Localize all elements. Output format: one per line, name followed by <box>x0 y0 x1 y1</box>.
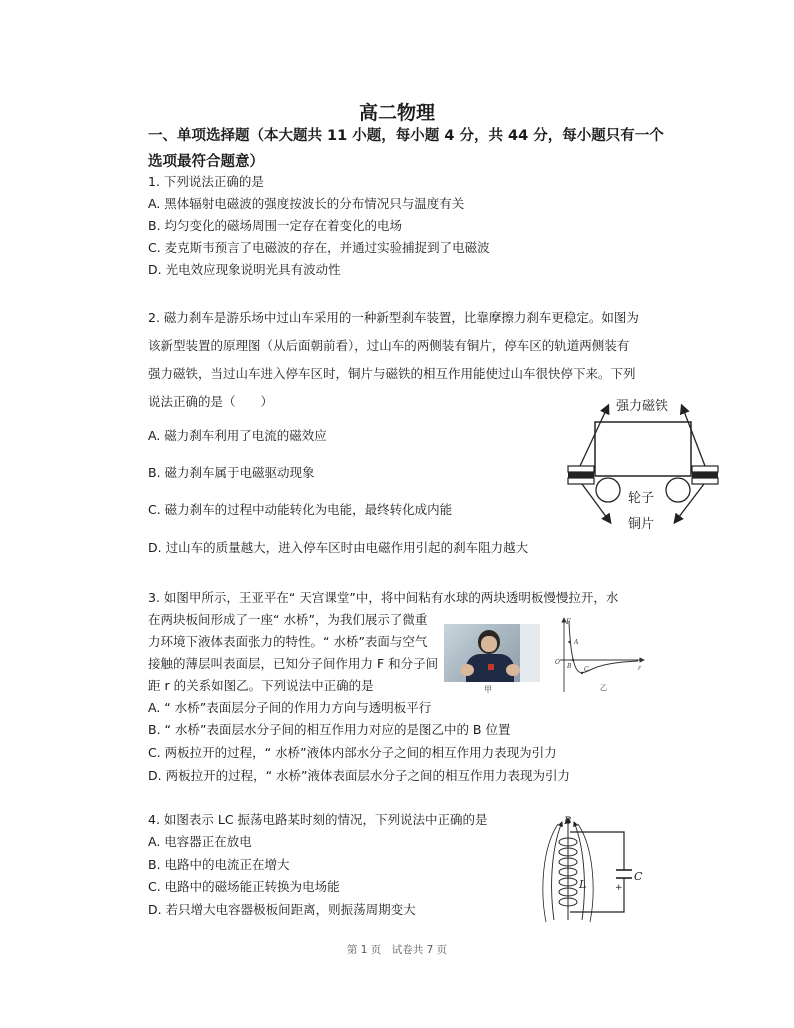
svg-text:A: A <box>574 639 579 646</box>
right-wheel <box>666 478 690 502</box>
svg-text:C: C <box>584 666 589 673</box>
q3-stem-line1: 3. 如图甲所示，王亚平在“ 天宫课堂”中，将中间粘有水球的两块透明板慢慢拉开，水 <box>148 590 619 605</box>
q1-option-a: A. 黑体辐射电磁波的强度按波长的分布情况只与温度有关 <box>148 196 465 211</box>
q3-stem-line2: 在两块板间形成了一座“ 水桥”，为我们展示了微重 <box>148 612 428 627</box>
q3-stem-line4: 接触的薄层叫表面层，已知分子间作用力 F 和分子间 <box>148 656 439 671</box>
svg-text:B: B <box>567 663 572 670</box>
svg-text:F: F <box>566 618 571 626</box>
page-title: 高二物理 <box>358 102 435 124</box>
magnet-label: 强力磁铁 <box>616 399 669 414</box>
q2-stem-line3: 强力磁铁，当过山车进入停车区时，铜片与磁铁的相互作用能使过山车很快停下来。下列 <box>148 366 636 381</box>
photo-caption: 甲 <box>484 685 492 694</box>
q3-option-c: C. 两板拉开的过程，“ 水桥”液体内部水分子之间的相互作用力表现为引力 <box>148 745 557 760</box>
q4-option-c: C. 电路中的磁场能正转换为电场能 <box>148 879 340 894</box>
q1-option-d: D. 光电效应现象说明光具有波动性 <box>148 262 341 277</box>
q4-option-d: D. 若只增大电容器极板间距离，则振荡周期变大 <box>148 902 416 917</box>
q3-option-a: A. “ 水桥”表面层分子间的作用力方向与透明板平行 <box>148 700 432 715</box>
q4-stem: 4. 如图表示 LC 振荡电路某时刻的情况，下列说法中正确的是 <box>148 812 488 827</box>
svg-text:L: L <box>579 878 587 891</box>
q2-option-b: B. 磁力刹车属于电磁驱动现象 <box>148 465 315 480</box>
q2-option-a: A. 磁力刹车利用了电流的磁效应 <box>148 428 327 443</box>
svg-text:乙: 乙 <box>600 684 607 692</box>
q2-option-c: C. 磁力刹车的过程中动能转化为电能，最终转化成内能 <box>148 502 453 517</box>
left-wheel <box>596 478 620 502</box>
q3-stem-line5: 距 r 的关系如图乙。下列说法中正确的是 <box>148 678 374 693</box>
page-footer: 第 1 页 试卷共 7 页 <box>346 944 448 956</box>
svg-text:+: + <box>615 883 623 893</box>
magnetic-brake-diagram <box>560 390 730 535</box>
force-distance-graph <box>548 614 648 696</box>
section-heading-line2: 选项最符合题意） <box>148 154 264 170</box>
q2-stem-line2: 该新型装置的原理图（从后面朝前看），过山车的两侧装有铜片，停车区的轨道两侧装有 <box>148 338 630 353</box>
q3-stem-line3: 力环境下液体表面张力的特性。“ 水桥”表面与空气 <box>148 634 428 649</box>
section-heading-line1: 一、单项选择题（本大题共 11 小题，每小题 4 分，共 44 分，每小题只有一个 <box>148 128 664 144</box>
svg-text:C: C <box>634 870 643 883</box>
q3-option-d: D. 两板拉开的过程，“ 水桥”液体表面层水分子之间的相互作用力表现为引力 <box>148 768 570 783</box>
svg-text:B: B <box>564 816 572 827</box>
q2-option-d: D. 过山车的质量越大，进入停车区时由电磁作用引起的刹车阻力越大 <box>148 540 529 555</box>
svg-text:O: O <box>555 659 560 666</box>
q1-option-b: B. 均匀变化的磁场周围一定存在着变化的电场 <box>148 218 403 233</box>
q4-option-a: A. 电容器正在放电 <box>148 834 252 849</box>
wheel-label: 轮子 <box>628 491 655 506</box>
q3-option-b: B. “ 水桥”表面层水分子间的相互作用力对应的是图乙中的 B 位置 <box>148 722 511 737</box>
svg-text:r: r <box>638 665 641 672</box>
q2-stem-line1: 2. 磁力刹车是游乐场中过山车采用的一种新型刹车装置，比靠摩擦力刹车更稳定。如图为 <box>148 310 639 325</box>
q1-stem: 1. 下列说法正确的是 <box>148 174 264 189</box>
q2-stem-line4: 说法正确的是（ ） <box>148 394 274 409</box>
car-body <box>595 422 691 476</box>
lc-circuit-diagram <box>540 812 650 928</box>
wang-yaping-photo <box>444 624 540 682</box>
q4-option-b: B. 电路中的电流正在增大 <box>148 857 290 872</box>
copper-label: 铜片 <box>628 517 655 532</box>
q1-option-c: C. 麦克斯韦预言了电磁波的存在，并通过实验捕捉到了电磁波 <box>148 240 490 255</box>
